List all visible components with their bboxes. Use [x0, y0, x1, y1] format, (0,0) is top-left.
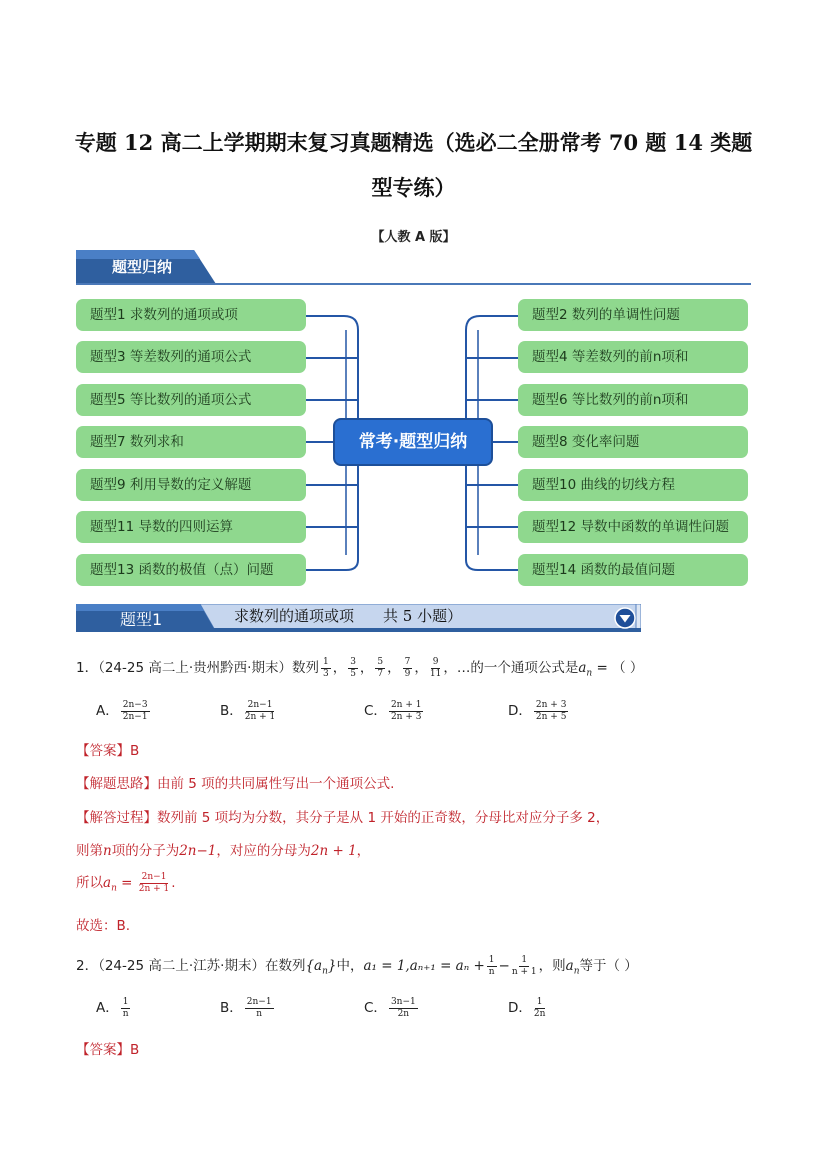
q1-seq-1: $\frac{1}{3}$ [322, 656, 329, 679]
collapse-chevron-icon[interactable] [614, 607, 636, 629]
topic-node-1: 题型1 求数列的通项或项 [76, 299, 306, 331]
q1-seq-4: $\frac{7}{9}$ [404, 656, 411, 679]
topic-node-2: 题型2 数列的单调性问题 [518, 299, 748, 331]
q1-stem: 1．（24-25 高二上·贵州黔西·期末）数列 $\frac{1}{3}$ ， $\frac{3}{5}$ ， $\frac{5}{7}$ ， $\frac{7}{9}$ ， $\frac{9}{11}$ ，…的一个通项公式是$a_n$ = （ ） [76, 656, 644, 679]
topic-node-9: 题型9 利用导数的定义解题 [76, 469, 306, 501]
topic-node-11: 题型11 导数的四则运算 [76, 511, 306, 543]
q2-option-d[interactable]: D． $\frac{1}{2n}$ [508, 996, 546, 1019]
q2-option-a[interactable]: A． $\frac{1}{n}$ [96, 996, 129, 1019]
q1-option-d[interactable]: D． $\frac{2n + 3}{2n + 5}$ [508, 699, 567, 722]
edition-label: 【人教 A 版】 [371, 230, 456, 245]
q1-process-line3: 所以$a_n$ = $\frac{2n-1}{2n + 1}$ . [76, 871, 176, 894]
q2-answer: 【答案】B [76, 1042, 140, 1058]
q1-process-line2: 则第n项的分子为2n−1，对应的分母为2n + 1， [76, 843, 371, 859]
topic-node-6: 题型6 等比数列的前n项和 [518, 384, 748, 416]
q1-eq-tail: = （ ） [592, 660, 644, 676]
topic-node-10: 题型10 曲线的切线方程 [518, 469, 748, 501]
q1-option-a[interactable]: A． $\frac{2n-3}{2n-1}$ [96, 699, 148, 722]
page-title-line1: 专题 12 高二上学期期末复习真题精选（选必二全册常考 70 题 14 类题 [74, 130, 753, 155]
q1-suffix: …的一个通项公式是 [456, 660, 579, 676]
q1-idea: 【解题思路】由前 5 项的共同属性写出一个通项公式. [76, 776, 395, 792]
topic-node-12: 题型12 导数中函数的单调性问题 [518, 511, 748, 543]
q1-seq-2: $\frac{3}{5}$ [350, 656, 356, 679]
question-banner-title: 求数列的通项或项 [234, 607, 355, 625]
q1-seq-3: $\frac{5}{7}$ [377, 656, 384, 679]
q2-option-b[interactable]: B． $\frac{2n-1}{n}$ [220, 996, 272, 1019]
topic-node-14: 题型14 函数的最值问题 [518, 554, 748, 586]
q2-option-c[interactable]: C． $\frac{3n-1}{2n}$ [364, 996, 416, 1019]
topic-node-7: 题型7 数列求和 [76, 426, 306, 458]
section-tab-label: 题型归纳 [112, 258, 173, 276]
q1-option-b[interactable]: B． $\frac{2n-1}{2n + 1}$ [220, 699, 276, 722]
topic-node-8: 题型8 变化率问题 [518, 426, 748, 458]
q1-answer: 【答案】B [76, 743, 140, 759]
mindmap-center: 常考·题型归纳 [333, 418, 493, 466]
topic-node-5: 题型5 等比数列的通项公式 [76, 384, 306, 416]
q1-conclusion: 故选：B. [76, 918, 131, 934]
topic-node-13: 题型13 函数的极值（点）问题 [76, 554, 306, 586]
topic-node-4: 题型4 等差数列的前n项和 [518, 341, 748, 373]
q2-stem: 2．（24-25 高二上·江苏·期末）在数列$\{a_n\}$中，a₁ = 1,aₙ₊₁ = aₙ + $\frac{1}{n}$ − $\frac{1}{n + 1}$ ，则$a_n$等于（ ） [76, 954, 638, 977]
question-banner-title-tail: 共 5 小题） [383, 607, 463, 625]
q1-option-c[interactable]: C． $\frac{2n + 1}{2n + 3}$ [364, 699, 422, 722]
question-banner-tab: 题型1 [120, 610, 163, 629]
q1-process: 【解答过程】数列前 5 项均为分数，其分子是从 1 开始的正奇数，分母比对应分子多 2， [76, 810, 610, 826]
q1-seq-5: $\frac{9}{11}$ [429, 656, 442, 679]
page-title-line2: 型专练） [371, 175, 456, 200]
q1-prefix: 1．（24-25 高二上·贵州黔西·期末）数列 [76, 660, 319, 676]
topic-node-3: 题型3 等差数列的通项公式 [76, 341, 306, 373]
